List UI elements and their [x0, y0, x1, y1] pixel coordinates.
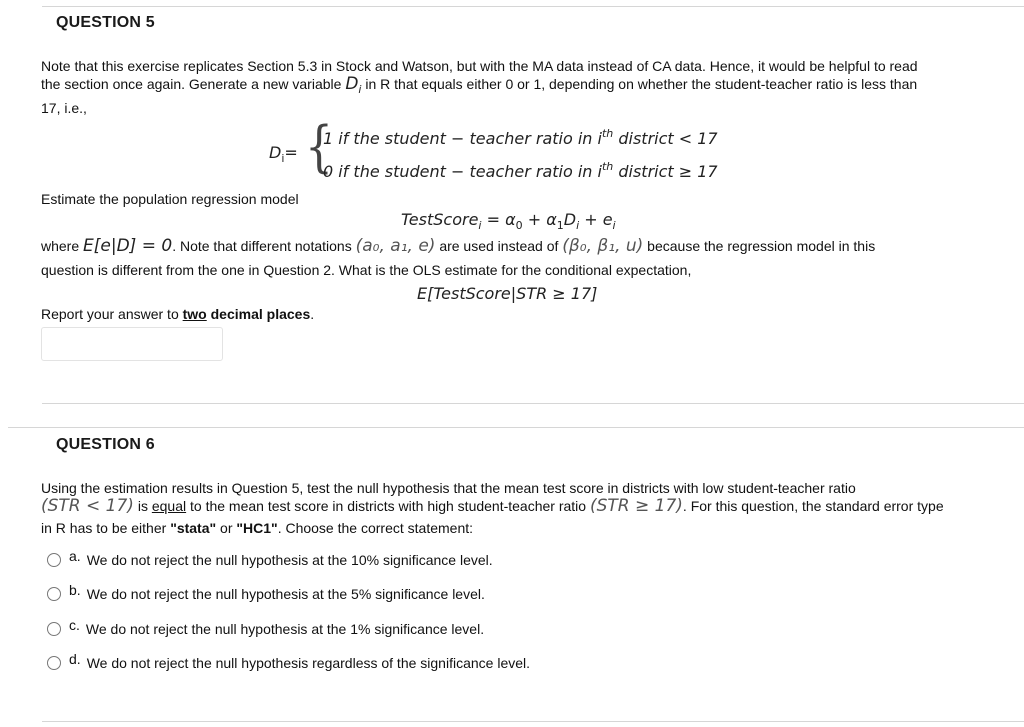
- question-5-title: QUESTION 5: [56, 14, 155, 31]
- option-c[interactable]: c. We do not reject the null hypothesis at the 1% significance level.: [47, 618, 484, 640]
- di-lhs: $D_i=$: [269, 143, 298, 165]
- radio-c[interactable]: [47, 622, 61, 636]
- piecewise-case-1: 1 if the student − teacher ratio in $i^{th}$ district < 17: [323, 127, 718, 148]
- high-str-expr: (STR ≥ 17): [589, 496, 683, 516]
- q5-intro-line2: the section once again. Generate a new variable $D_i$ in R that equals either 0 or 1, depending on whether the student-teacher ratio is less than: [41, 74, 918, 96]
- variable-di: $D_i$: [345, 74, 362, 96]
- q6-line2: (STR < 17) is equal to the mean test score in districts with high student-teacher ratio (STR ≥ 17). For this question, the standard error type: [41, 496, 944, 516]
- regression-model: TestScore$_i$ = $\alpha_0 + \alpha_1D_i + e_i$: [401, 210, 616, 232]
- radio-d[interactable]: [47, 656, 61, 670]
- q5-question-line: question is different from the one in Question 2. What is the OLS estimate for the conditional expectation,: [41, 262, 692, 278]
- where-expression: E[e|D] = 0: [83, 236, 173, 256]
- q6-top-divider: [8, 427, 1024, 428]
- notation-b: (β₀, β₁, u): [562, 236, 644, 256]
- piecewise-case-2: 0 if the student − teacher ratio in $i^{th}$ district ≥ 17: [323, 160, 718, 181]
- q5-intro-line3: 17, i.e.,: [41, 100, 87, 116]
- option-b[interactable]: b. We do not reject the null hypothesis at the 5% significance level.: [47, 583, 485, 605]
- radio-b[interactable]: [47, 587, 61, 601]
- q5-bottom-divider: [42, 403, 1024, 404]
- radio-a[interactable]: [47, 553, 61, 567]
- estimate-label: Estimate the population regression model: [41, 191, 299, 207]
- notation-a: (a₀, a₁, e): [355, 236, 436, 256]
- top-divider: [42, 6, 1024, 7]
- question-6-title: QUESTION 6: [56, 436, 155, 453]
- q6-bottom-divider: [42, 721, 1024, 722]
- report-instruction: Report your answer to two decimal places.: [41, 306, 315, 322]
- where-line: where E[e|D] = 0. Note that different notations (a₀, a₁, e) are used instead of (β₀, β₁, u) because the regression model in this: [41, 236, 876, 256]
- answer-input[interactable]: [41, 327, 223, 361]
- conditional-expectation: E[TestScore|STR ≥ 17]: [417, 284, 598, 303]
- q6-line3: in R has to be either "stata" or "HC1". Choose the correct statement:: [41, 520, 474, 536]
- low-str-expr: (STR < 17): [41, 496, 134, 516]
- q5-intro-line1: Note that this exercise replicates Section 5.3 in Stock and Watson, but with the MA data instead of CA data. Hence, it would be helpful to read: [41, 58, 918, 74]
- option-a[interactable]: a. We do not reject the null hypothesis at the 10% significance level.: [47, 549, 493, 571]
- option-d[interactable]: d. We do not reject the null hypothesis regardless of the significance level.: [47, 652, 530, 674]
- q6-line1: Using the estimation results in Question 5, test the null hypothesis that the mean test score in districts with low student-teacher ratio: [41, 480, 856, 496]
- piecewise-brace: {: [305, 115, 333, 180]
